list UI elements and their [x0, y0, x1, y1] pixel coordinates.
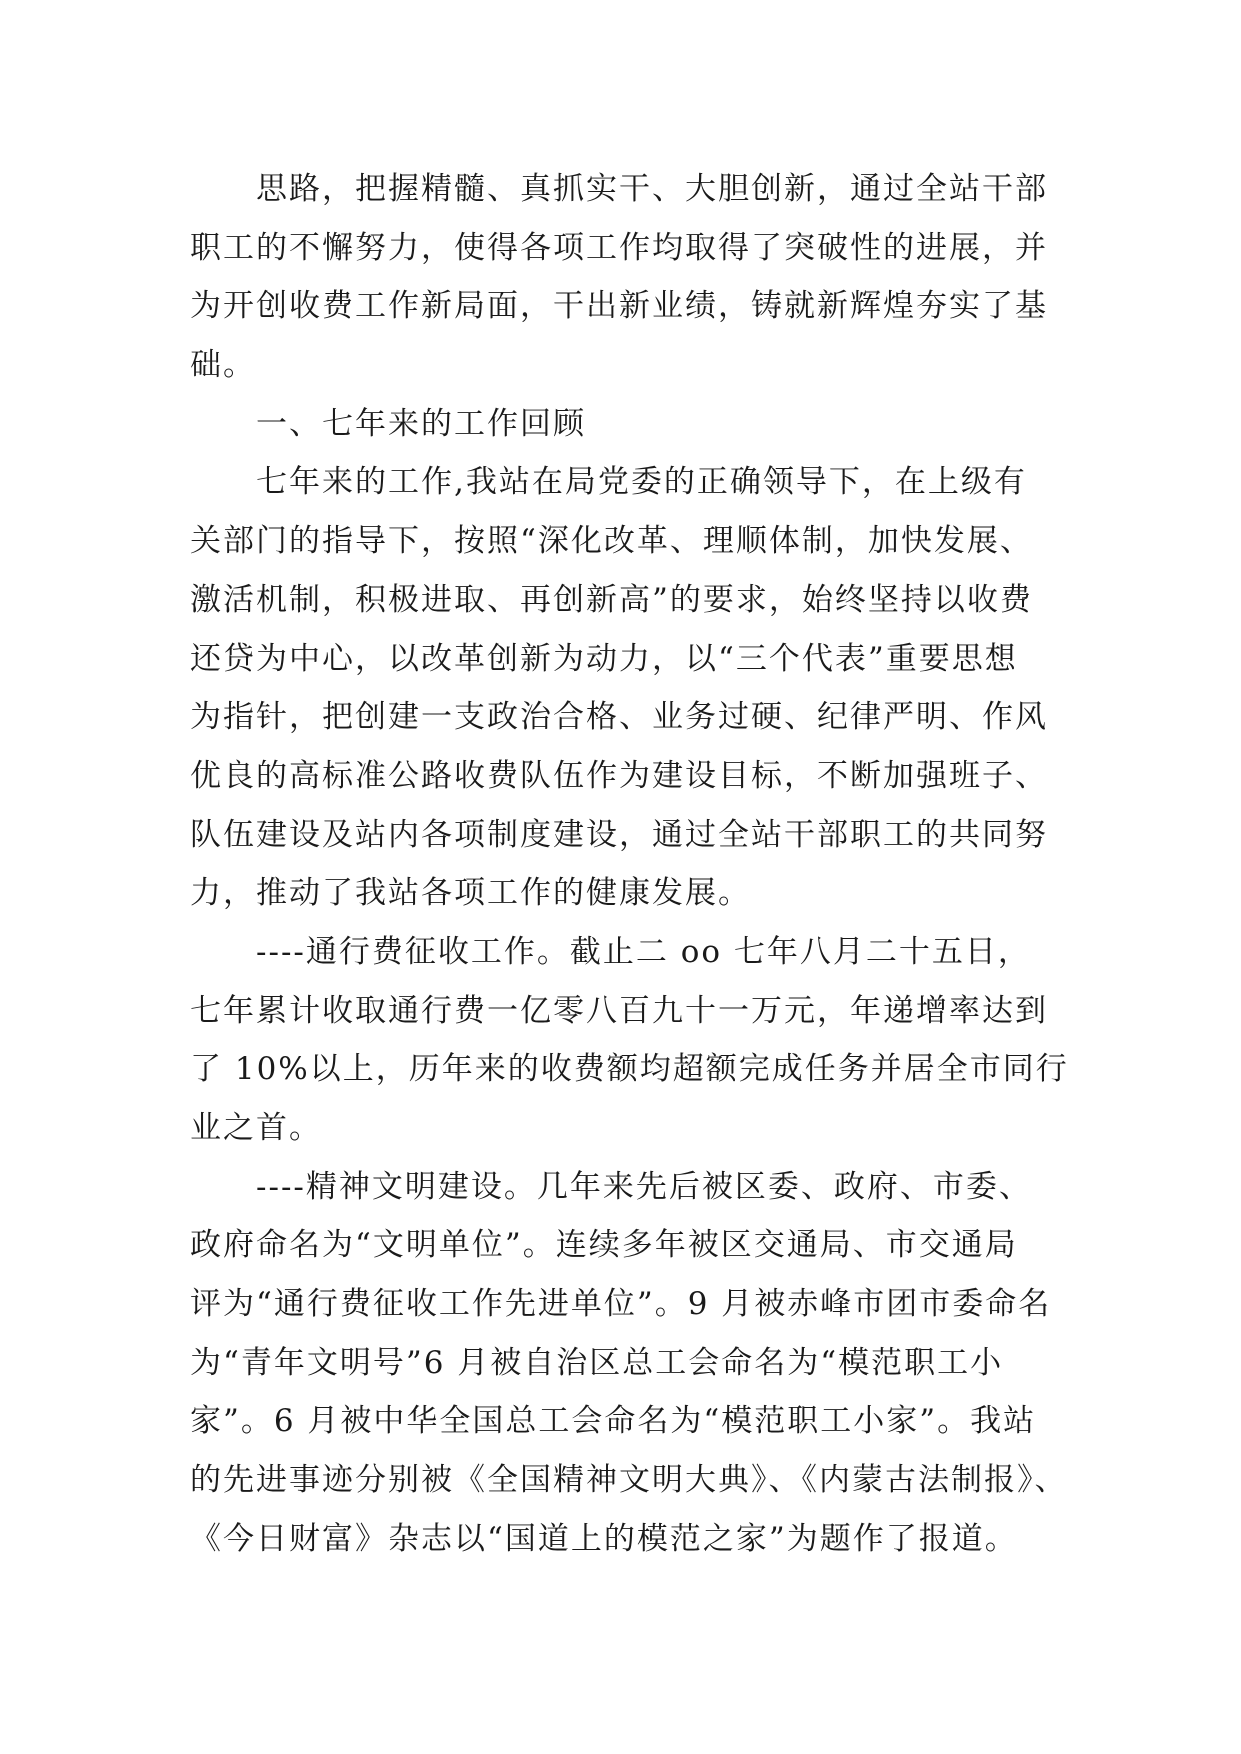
text-line: 激活机制，积极进取、再创新高”的要求，始终坚持以收费 — [190, 581, 1033, 618]
text-line: 关部门的指导下，按照“深化改革、理顺体制，加快发展、 — [190, 523, 1033, 560]
document-body — [190, 160, 1090, 1569]
text-line: 政府命名为“文明单位”。连续多年被区交通局、市交通局 — [190, 1227, 1018, 1264]
text-line: 七年来的工作,我站在局党委的正确领导下，在上级有 — [256, 464, 1027, 501]
text-line: 为指针，把创建一支政治合格、业务过硬、纪律严明、作风 — [190, 699, 1048, 736]
text-line: 队伍建设及站内各项制度建设，通过全站干部职工的共同努 — [190, 816, 1048, 853]
text-line: 的先进事迹分别被《全国精神文明大典》、《内蒙古法制报》、 — [190, 1462, 1068, 1499]
text-line: 职工的不懈努力，使得各项工作均取得了突破性的进展，并 — [190, 229, 1048, 266]
text-line: 家”。6 月被中华全国总工会命名为“模范职工小家”。我站 — [190, 1403, 1037, 1440]
text-line: 还贷为中心，以改革创新为动力，以“三个代表”重要思想 — [190, 640, 1018, 677]
text-line: 七年累计收取通行费一亿零八百九十一万元，年递增率达到 — [190, 992, 1048, 1029]
text-line: 为开创收费工作新局面，干出新业绩，铸就新辉煌夯实了基 — [190, 288, 1048, 325]
text-line: 优良的高标准公路收费队伍作为建设目标，不断加强班子、 — [190, 757, 1048, 794]
text-line: 评为“通行费征收工作先进单位”。9 月被赤峰市团市委命名 — [190, 1286, 1052, 1323]
text-line: 为“青年文明号”6 月被自治区总工会命名为“模范职工小 — [190, 1344, 1004, 1381]
text-line: ----精神文明建设。几年来先后被区委、政府、市委、 — [256, 1168, 1032, 1205]
text-line: 业之首。 — [190, 1110, 322, 1146]
text-line: 础。 — [190, 347, 256, 384]
text-line: 《今日财富》杂志以“国道上的模范之家”为题作了报道。 — [190, 1520, 1018, 1557]
section-heading: 一、七年来的工作回顾 — [256, 405, 586, 442]
text-line: ----通行费征收工作。截止二 oo 七年八月二十五日， — [256, 933, 1031, 970]
text-line: 力，推动了我站各项工作的健康发展。 — [190, 875, 751, 912]
text-line: 了 10%以上，历年来的收费额均超额完成任务并居全市同行 — [190, 1051, 1069, 1088]
text-line: 思路，把握精髓、真抓实干、大胆创新，通过全站干部 — [256, 171, 1048, 207]
